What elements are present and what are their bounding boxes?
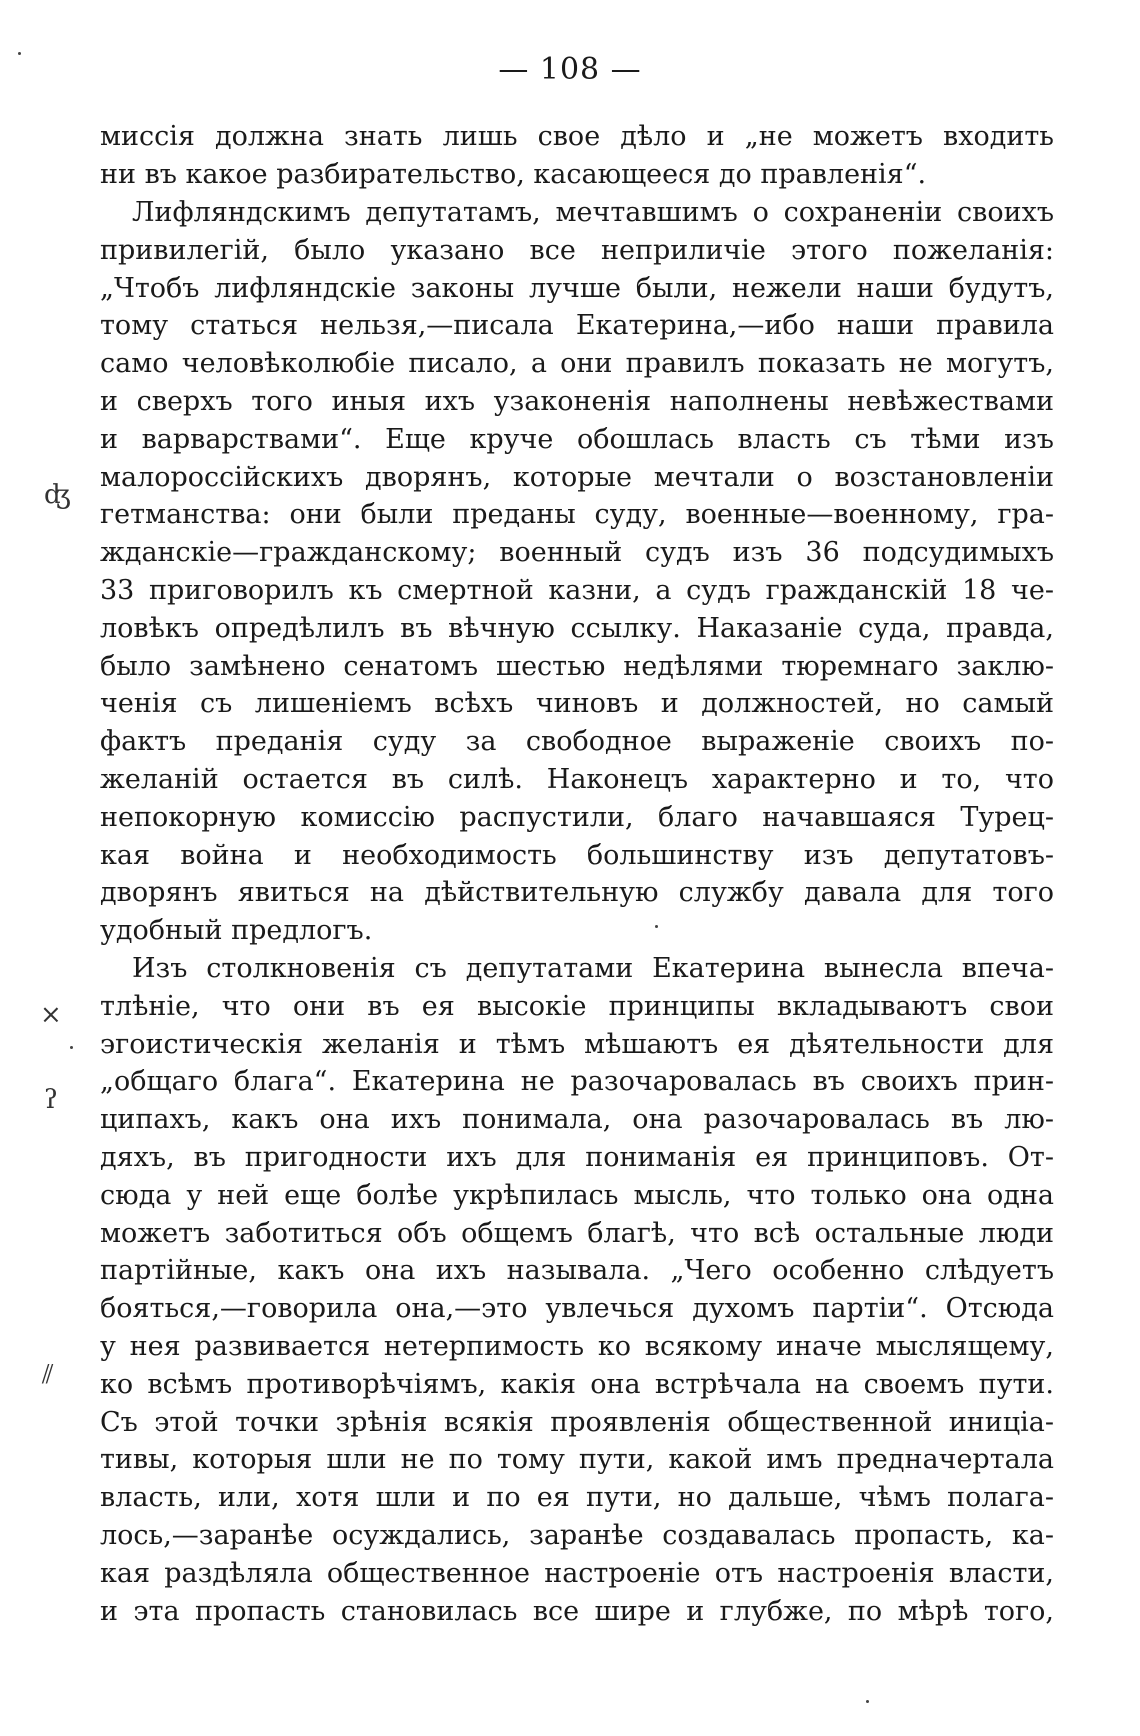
text-line: „общаго блага“. Екатерина не разочаровалась въ своихъ прин- xyxy=(100,1066,1054,1098)
text-line: желаній остается въ силѣ. Наконецъ характерно и то, что xyxy=(100,763,1054,795)
text-line: и эта пропасть становилась все шире и глубже, по мѣрѣ того, xyxy=(100,1595,1054,1627)
question-margin-mark: ʔ xyxy=(44,1085,58,1115)
text-line: фактъ преданія суду за свободное выраженіе своихъ по- xyxy=(100,726,1054,758)
text-line: ни въ какое разбирательство, касающееся до правленія“. xyxy=(100,158,927,190)
text-line: жданскіе—гражданскому; военный судъ изъ 36 подсудимыхъ xyxy=(100,537,1054,569)
text-line: кая война и необходимость большинству изъ депутатовъ- xyxy=(100,839,1054,871)
text-line: привилегій, было указано все неприличіе этого пожеланія: xyxy=(100,234,1054,266)
paragraph-2 xyxy=(100,194,1054,950)
text-line: эгоистическія желанія и тѣмъ мѣшаютъ ея дѣятельности для xyxy=(100,1028,1054,1060)
text-line: Изъ столкновенія съ депутатами Екатерина вынесла впеча- xyxy=(132,953,1054,984)
text-line: тому статься нельзя,—писала Екатерина,—ибо наши правила xyxy=(100,310,1054,342)
text-line: власть, или, хотя шли и по ея пути, но дальше, чѣмъ полага- xyxy=(100,1482,1054,1514)
squiggle-margin-mark: ʤ xyxy=(44,480,71,510)
text-line: лось,—заранѣе осуждались, заранѣе создавалась пропасть, ка- xyxy=(100,1519,1054,1551)
text-line: дяхъ, въ пригодности ихъ для пониманія ея принциповъ. От- xyxy=(100,1141,1054,1173)
text-line: дворянъ явиться на дѣйствительную службу давала для того xyxy=(100,877,1054,909)
page-speck xyxy=(655,925,658,928)
text-line: можетъ заботиться объ общемъ благѣ, что всѣ остальные люди xyxy=(100,1217,1054,1249)
text-line: Съ этой точки зрѣнія всякія проявленія общественной иниціа- xyxy=(100,1406,1054,1438)
text-line: и сверхъ того иныя ихъ узаконенія наполнены невѣжествами xyxy=(100,385,1054,417)
text-line: 33 приговорилъ къ смертной казни, а судъ гражданскій 18 че- xyxy=(100,574,1054,606)
page-speck xyxy=(866,1700,869,1703)
slashes-margin-mark: ⫽ xyxy=(42,1360,54,1390)
text-line: гетманства: они были преданы суду, военные—военному, гра- xyxy=(100,499,1054,531)
text-line: ловѣкъ опредѣлилъ въ вѣчную ссылку. Наказаніе суда, правда, xyxy=(100,612,1054,644)
text-line: ципахъ, какъ она ихъ понимала, она разочаровалась въ лю- xyxy=(100,1104,1054,1136)
page-speck xyxy=(18,52,21,55)
page-number: — 108 — xyxy=(498,52,642,87)
text-line: тлѣніе, что они въ ея высокіе принципы вкладываютъ свои xyxy=(100,990,1054,1022)
paragraph-3 xyxy=(100,950,1054,1630)
text-line: партійные, какъ она ихъ называла. „Чего особенно слѣдуетъ xyxy=(100,1255,1054,1287)
text-line: Лифляндскимъ депутатамъ, мечтавшимъ о сохраненіи своихъ xyxy=(132,197,1054,228)
text-line: малороссійскихъ дворянъ, которые мечтали о возстановленіи xyxy=(100,461,1054,493)
text-line: было замѣнено сенатомъ шестью недѣлями тюремнаго заклю- xyxy=(100,650,1054,682)
cross-margin-mark: × xyxy=(40,1000,62,1030)
text-line: у нея развивается нетерпимость ко всякому иначе мыслящему, xyxy=(100,1330,1054,1362)
text-line: „Чтобъ лифляндскіе законы лучше были, нежели наши будутъ, xyxy=(100,272,1054,304)
text-line: ченія съ лишеніемъ всѣхъ чиновъ и должностей, но самый xyxy=(100,688,1054,720)
text-line: тивы, которыя шли не по тому пути, какой имъ предначертала xyxy=(100,1444,1054,1476)
text-line: бояться,—говорила она,—это увлечься духомъ партіи“. Отсюда xyxy=(100,1293,1054,1325)
text-line: ко всѣмъ противорѣчіямъ, какія она встрѣчала на своемъ пути. xyxy=(100,1368,1054,1400)
text-line: удобный предлогъ. xyxy=(100,915,373,947)
text-line: сюда у ней еще болѣе укрѣпилась мысль, что только она одна xyxy=(100,1179,1054,1211)
paragraph-1 xyxy=(100,118,1054,194)
text-line: само человѣколюбіе писало, а они правилъ показать не могутъ, xyxy=(100,348,1054,380)
text-line: непокорную комиссію распустили, благо начавшаяся Турец- xyxy=(100,801,1054,833)
page-speck xyxy=(70,1046,73,1049)
text-line: миссія должна знать лишь свое дѣло и „не можетъ входить xyxy=(100,121,1054,152)
text-line: и варварствами“. Еще круче обошлась власть съ тѣми изъ xyxy=(100,423,1054,455)
text-line: кая раздѣляла общественное настроеніе отъ настроенія власти, xyxy=(100,1557,1054,1589)
